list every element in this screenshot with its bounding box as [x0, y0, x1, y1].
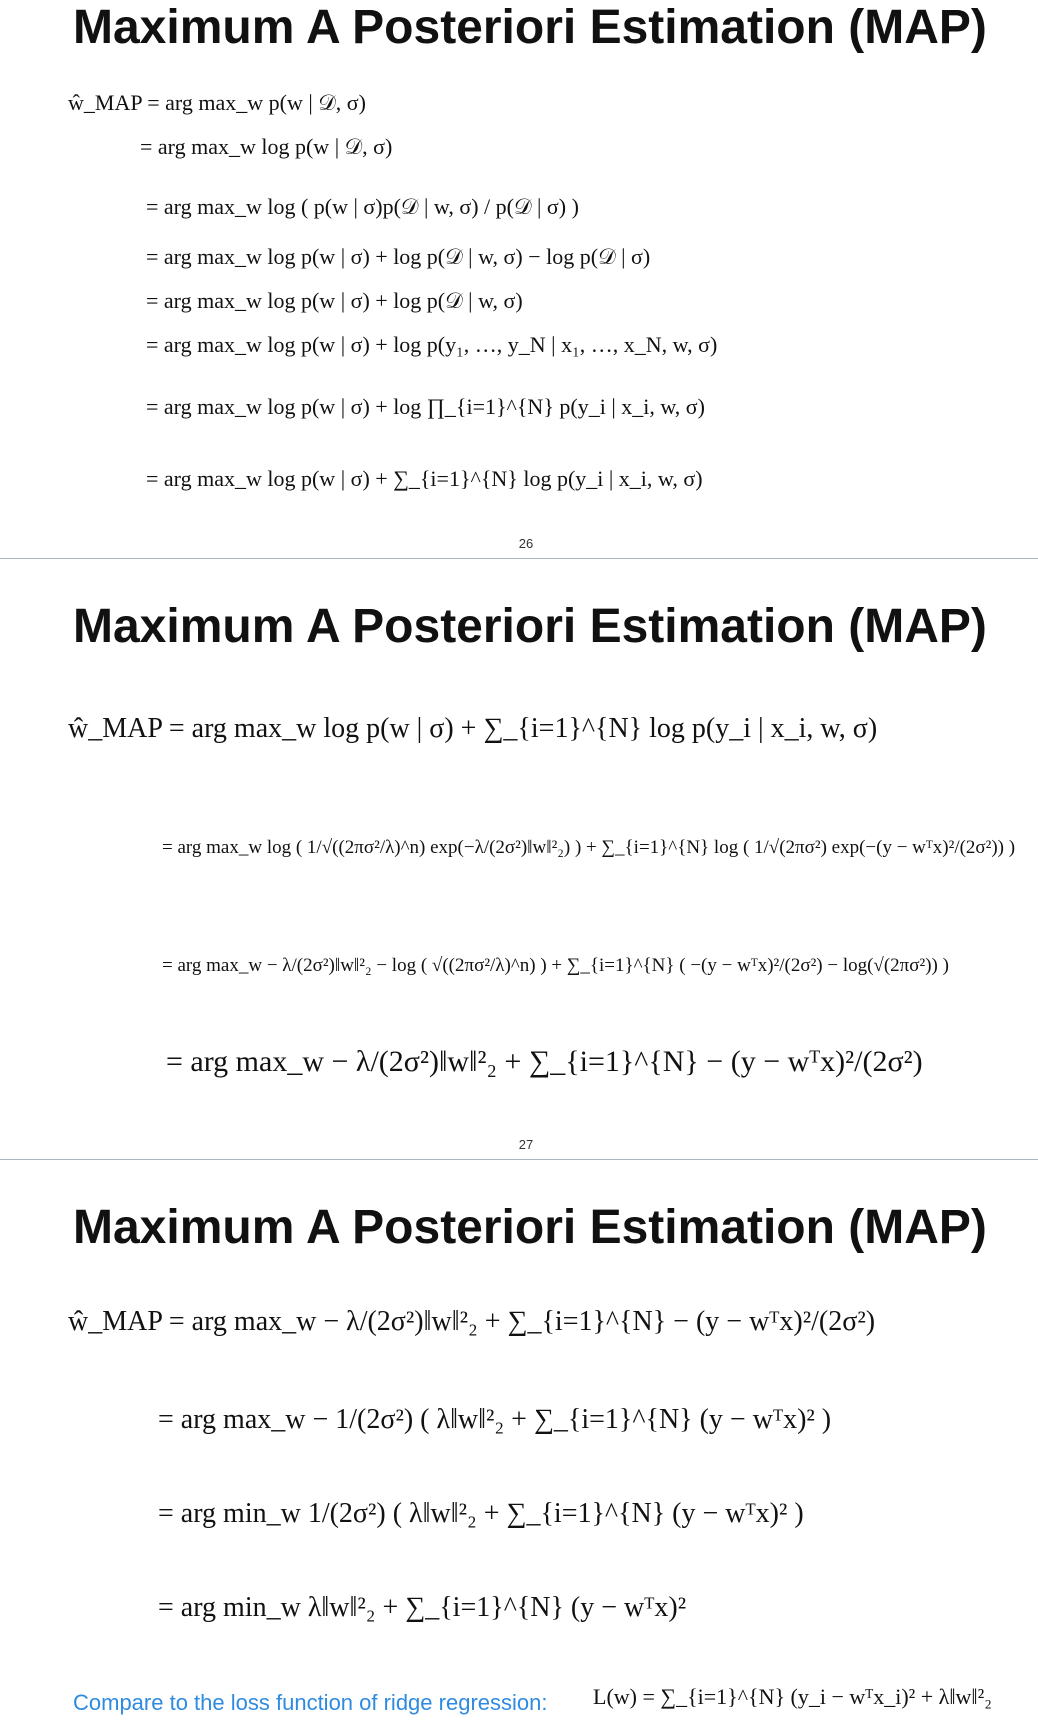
slide-title: Maximum A Posteriori Estimation (MAP) [73, 600, 987, 653]
equation-line: = arg max_w log p(w | σ) + log ∏_{i=1}^{N} p(y_i | x_i, w, σ) [146, 394, 705, 419]
equation-line: = arg max_w log p(w | σ) + ∑_{i=1}^{N} log p(y_i | x_i, w, σ) [146, 466, 703, 491]
slide-title: Maximum A Posteriori Estimation (MAP) [73, 1, 987, 54]
equation-line: ŵ_MAP = arg max_w − λ/(2σ²)‖w‖²₂ + ∑_{i=1}^{N} − (y − wᵀx)²/(2σ²) [68, 1306, 876, 1337]
equation-line: = arg max_w log p(w | 𝒟, σ) [140, 134, 393, 159]
equation-line: = arg max_w log p(w | σ) + log p(𝒟 | w, σ) − log p(𝒟 | σ) [146, 244, 651, 269]
equation-line: = arg max_w − 1/(2σ²) ( λ‖w‖²₂ + ∑_{i=1}^{N} (y − wᵀx)² ) [158, 1404, 832, 1435]
equation-line: = arg min_w 1/(2σ²) ( λ‖w‖²₂ + ∑_{i=1}^{N} (y − wᵀx)² ) [158, 1498, 804, 1529]
equation-line: = arg max_w log p(w | σ) + log p(y₁, …, y_N | x₁, …, x_N, w, σ) [146, 332, 718, 357]
slide-title: Maximum A Posteriori Estimation (MAP) [73, 1201, 987, 1254]
equation-line: = arg max_w log ( p(w | σ)p(𝒟 | w, σ) / p(𝒟 | σ) ) [146, 194, 579, 219]
slide-28 [0, 1160, 1038, 1732]
equation-line: = arg max_w log ( 1/√((2πσ²/λ)^n) exp(−λ/(2σ²)‖w‖²₂) ) + ∑_{i=1}^{N} log ( 1/√(2πσ²) exp(−(y − wᵀx)²/(2σ²)) ) [162, 837, 1016, 858]
ridge-comparison [73, 1684, 992, 1716]
page-number: 27 [518, 1137, 534, 1152]
equation-line: = arg max_w log p(w | σ) + log p(𝒟 | w, σ) [146, 288, 523, 313]
equation-line: = arg max_w − λ/(2σ²)‖w‖²₂ − log ( √((2πσ²/λ)^n) ) + ∑_{i=1}^{N} ( −(y − wᵀx)²/(2σ²) − log(√(2πσ²)) ) [162, 955, 949, 976]
ridge-loss-equation: L(w) = ∑_{i=1}^{N} (y_i − wᵀx_i)² + λ‖w‖²₂ [593, 1684, 992, 1709]
equation-line: = arg max_w − λ/(2σ²)‖w‖²₂ + ∑_{i=1}^{N} − (y − wᵀx)²/(2σ²) [166, 1045, 923, 1078]
slide-27 [0, 559, 1038, 1159]
equation-line: ŵ_MAP = arg max_w log p(w | σ) + ∑_{i=1}^{N} log p(y_i | x_i, w, σ) [68, 713, 878, 744]
equation-line: ŵ_MAP = arg max_w p(w | 𝒟, σ) [68, 90, 366, 115]
page-number: 26 [518, 536, 534, 551]
slide-26 [0, 0, 1038, 558]
equation-line: = arg min_w λ‖w‖²₂ + ∑_{i=1}^{N} (y − wᵀx)² [158, 1592, 687, 1623]
comparison-label: Compare to the loss function of ridge regression: [73, 1690, 548, 1715]
